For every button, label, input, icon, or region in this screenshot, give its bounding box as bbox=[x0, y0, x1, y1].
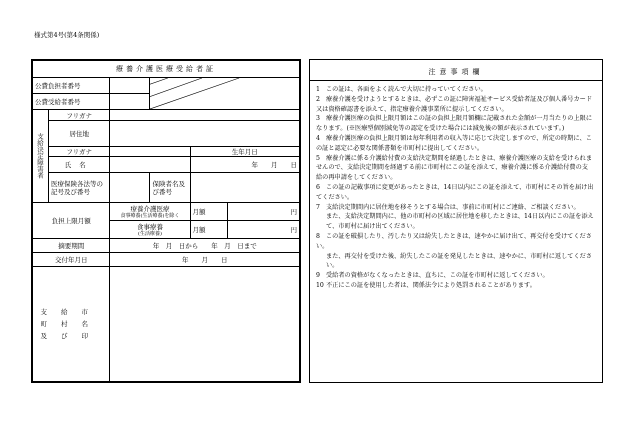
note-item bbox=[316, 212, 594, 232]
note-number: 6 bbox=[316, 183, 320, 191]
burden-limit-label: 負担上限月額 bbox=[33, 203, 110, 239]
note-number: 7 bbox=[316, 203, 320, 211]
notes-title: 注意事項欄 bbox=[428, 68, 484, 76]
meal-care-sub: (生活療養) bbox=[138, 231, 162, 237]
note-number: 8 bbox=[316, 232, 320, 240]
note-text: 療養介護を受けようとするときは、必ずこの証に障害福祉サービス受給者証及び個人番号カード又は資格確認書を添えて、指定療養介護事業所に提示してください。 bbox=[316, 95, 593, 113]
note-text: この証の記載事項に変更があったときは、14日以内にこの証を添えて、市町村にその旨を届け出てください。 bbox=[316, 183, 594, 201]
meal-care-label: 食事療養 bbox=[136, 223, 163, 231]
note-number: 9 bbox=[316, 272, 320, 280]
recipient-number-label: 公費受給者番号 bbox=[33, 94, 110, 110]
note-item bbox=[316, 252, 594, 272]
public-payer-number-value bbox=[110, 78, 150, 94]
note-number: 3 bbox=[316, 115, 320, 123]
insurance-code-value bbox=[110, 173, 150, 203]
note-number: 2 bbox=[316, 95, 320, 103]
address-label: 居住地 bbox=[49, 121, 110, 147]
note-text: 支給決定期間内に居住地を移そうとする場合は、事前に市町村にご連絡、ご相談ください。 bbox=[326, 203, 580, 211]
note-text: 療養介護医療の負担上限月額は毎年利用者の収入等に応じて決定しますので、所定の時期に、この証と認定に必要な関係書類を市町村に提出してください。 bbox=[316, 134, 592, 152]
certificate-title: 療養介護医療受給者証 bbox=[33, 61, 300, 78]
note-item bbox=[316, 183, 594, 203]
note-text: また、再交付を受けた後、紛失したこの証を発見したときは、速やかに、市町村に返してください。 bbox=[326, 252, 593, 270]
note-text: この証は、各面をよく読んで大切に持っていてください。 bbox=[326, 86, 487, 93]
medical-yen: 円 bbox=[227, 203, 299, 221]
furigana-label-2: フリガナ bbox=[49, 147, 110, 157]
medical-certificate bbox=[31, 59, 301, 383]
furigana-value-2 bbox=[110, 147, 190, 157]
address-value bbox=[110, 121, 300, 147]
note-text: 受給者の資格がなくなったときは、直ちに、この証を市町村に返してください。 bbox=[326, 272, 549, 280]
public-payer-number-label: 公費負担者番号 bbox=[33, 78, 110, 94]
medical-care-sub: 食事療養(生活療養)を除く bbox=[120, 213, 180, 219]
name-label: 氏名 bbox=[49, 157, 110, 173]
issuer-stamp-area bbox=[110, 267, 300, 382]
note-number: 10 bbox=[316, 281, 324, 289]
note-item bbox=[316, 85, 594, 95]
notes-panel bbox=[309, 59, 603, 383]
recipient-number-value bbox=[110, 94, 150, 110]
medical-monthly-label: 月額 bbox=[190, 203, 227, 221]
meal-yen: 円 bbox=[227, 221, 299, 239]
note-item bbox=[316, 232, 594, 252]
furigana-label-1: フリガナ bbox=[49, 110, 110, 121]
insurance-code-label: 医療保険各法等の記号及び番号 bbox=[49, 173, 110, 203]
note-text: また、支給決定期間内に、他の市町村の区域に居住地を移したときは、14日以内にこの証を添えて、市町村に届け出てください。 bbox=[326, 213, 594, 231]
birth-date-value: 年 月 日 bbox=[190, 157, 299, 173]
note-item bbox=[316, 271, 594, 281]
validity-period-label: 摘要期間 bbox=[33, 239, 110, 253]
furigana-value-1 bbox=[110, 110, 300, 121]
note-text: この証を破損したり、汚したり又は紛失したときは、速やかに届け出て、再交付を受けてください。 bbox=[316, 232, 592, 250]
note-item bbox=[316, 203, 594, 213]
insurer-name-value bbox=[190, 173, 299, 203]
note-number: 4 bbox=[316, 134, 320, 142]
meal-monthly-label: 月額 bbox=[190, 221, 227, 239]
notes-list bbox=[310, 81, 602, 291]
note-item bbox=[316, 281, 594, 291]
certificate-table bbox=[32, 60, 300, 382]
hatch-lines bbox=[150, 78, 299, 109]
note-item bbox=[316, 154, 594, 183]
form-number: 様式第4号(第4条関係) bbox=[34, 31, 100, 39]
medical-care-label: 療養介護医療 bbox=[130, 205, 170, 213]
note-item bbox=[316, 95, 594, 115]
issue-date-label: 交付年月日 bbox=[33, 253, 110, 267]
note-text: 不正にこの証を使用した者は、関係法令により処罰されることがあります。 bbox=[326, 281, 536, 289]
birth-date-label: 生年月日 bbox=[190, 147, 299, 157]
issue-date-value: 年 月 日 bbox=[110, 253, 300, 267]
section-label: 支給決定障害者 bbox=[33, 110, 49, 203]
note-item bbox=[316, 134, 594, 154]
hatched-area bbox=[150, 78, 300, 110]
issuer-label: 支給市町村名及び印 bbox=[33, 267, 110, 382]
note-number: 1 bbox=[316, 86, 320, 93]
note-number: 5 bbox=[316, 154, 320, 162]
insurer-name-label: 保険者名及び番号 bbox=[150, 173, 190, 203]
name-value bbox=[110, 157, 190, 173]
note-text: 療養介護医療の負担上限月額はこの証の負担上限月額欄に記載された金額が一月当たりの上限になります。(※医療型個別減免等の認定を受けた場合には減免後の額が表示されています。) bbox=[316, 115, 593, 133]
medical-care-cell bbox=[110, 203, 190, 221]
note-item bbox=[316, 114, 594, 134]
note-text: 療養介護に係る介護給付費の支給決定期間を経過したときは、療養介護医療の支給を受けられませんので、支給決定期間を経過する前に市町村にこの証を添えて、療養介護に係る介護給付費の支給の再申請をしてください。 bbox=[316, 154, 593, 182]
meal-care-cell bbox=[110, 221, 190, 239]
validity-period-value: 年 月 日から 年 月 日まで bbox=[110, 239, 300, 253]
